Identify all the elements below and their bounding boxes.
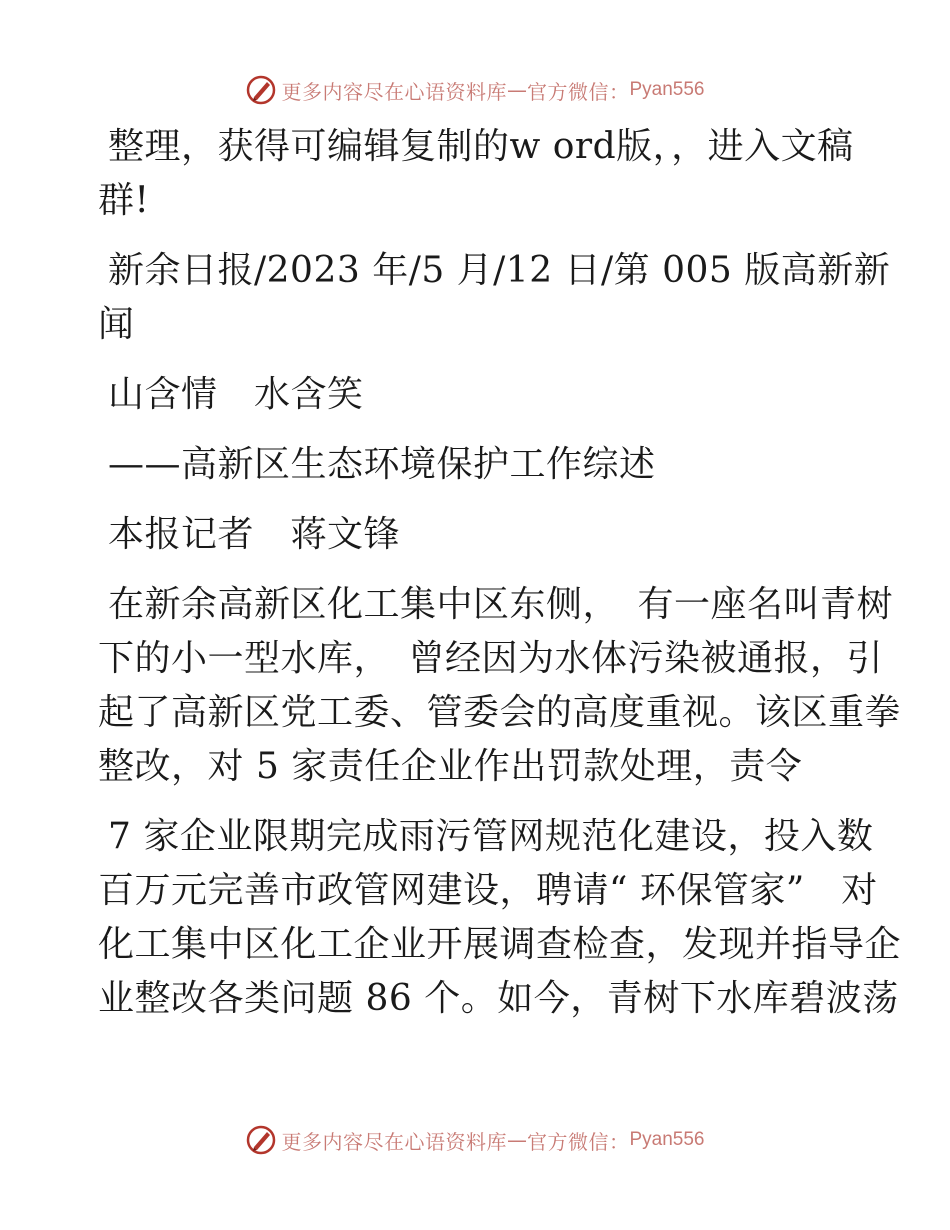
article-title: [98, 368, 858, 422]
paragraph-body-2: [98, 810, 902, 1026]
text-line: 新余日报/2023 年/5 月/12 日/第 005 版高新新: [108, 250, 891, 291]
document-body: [98, 120, 902, 1042]
text-line: 本报记者 蒋文锋: [108, 514, 401, 555]
watermark-header: [0, 70, 950, 110]
watermark-dash: —: [506, 78, 527, 102]
paragraph-source: [98, 244, 891, 352]
text-line: 7 家企业限期完成雨污管网规范化建设，投入数: [108, 816, 874, 857]
text-line: 山含情 水含笑: [108, 374, 364, 415]
article-byline: [98, 508, 858, 562]
watermark-handle: Pyan556: [629, 79, 705, 100]
text-line: 下的小一型水库， 曾经因为水体污染被通报，引: [98, 638, 884, 679]
text-line: ——高新区生态环境保护工作综述: [108, 444, 656, 485]
watermark-text: 更多内容尽在心语资料库: [281, 1129, 507, 1154]
text-line: 闻: [98, 304, 135, 345]
text-line: 整理，获得可编辑复制的w ord版，，进入文稿: [108, 126, 854, 167]
watermark-text: 更多内容尽在心语资料库: [281, 79, 507, 104]
text-line: 起了高新区党工委、管委会的高度重视。该区重拳: [98, 692, 902, 733]
text-line: 化工集中区化工企业开展调查检查，发现并指导企: [98, 924, 902, 965]
watermark-label: 官方微信：: [526, 1129, 630, 1154]
text-line: 百万元完善市政管网建设，聘请“ 环保管家” 对: [98, 870, 878, 911]
watermark-handle: Pyan556: [629, 1129, 705, 1150]
article-subtitle: [98, 438, 858, 492]
watermark-dash: —: [506, 1128, 527, 1152]
pen-circle-icon: [245, 1124, 277, 1156]
watermark-footer: [0, 1120, 950, 1160]
paragraph-body-1: [98, 578, 902, 794]
text-line: 业整改各类问题 86 个。如今，青树下水库碧波荡: [98, 978, 899, 1019]
text-line: 在新余高新区化工集中区东侧， 有一座名叫青树: [108, 584, 894, 625]
pen-circle-icon: [245, 74, 277, 106]
paragraph-intro: [98, 120, 858, 228]
text-line: 整改，对 5 家责任企业作出罚款处理，责令: [98, 746, 803, 787]
watermark-label: 官方微信：: [526, 79, 630, 104]
text-line: 群!: [98, 180, 150, 221]
